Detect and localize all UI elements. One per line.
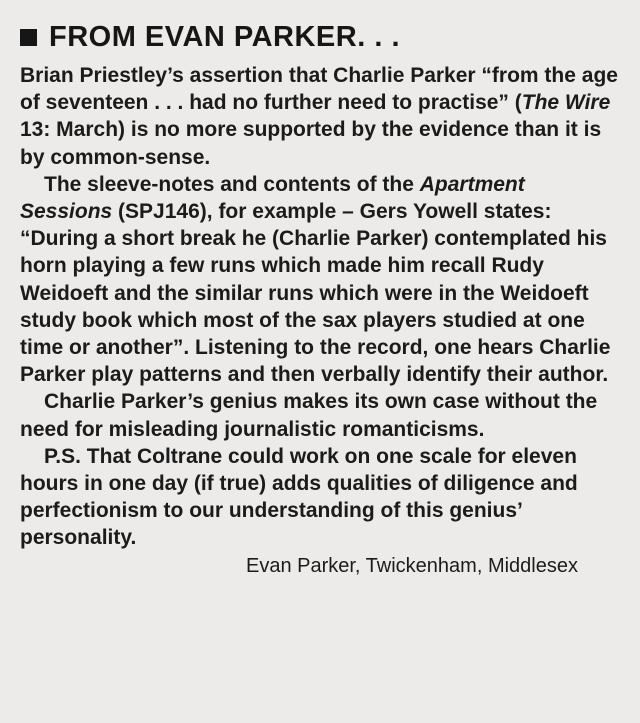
paragraph-1-italic: The Wire [521, 91, 611, 115]
square-bullet-icon [20, 29, 37, 46]
paragraph-2-text-a: The sleeve-notes and contents of the [44, 172, 420, 196]
paragraph-2 [20, 171, 618, 389]
letter-body [20, 62, 618, 579]
heading-title: FROM EVAN PARKER. . . [49, 21, 400, 53]
paragraph-2-text-b: (SPJ146), for example – Gers Yowell states: “During a short break he (Charlie Parker) contemplated his horn playing a few runs which made him recall Rudy Weidoeft and the similar runs which were in the Weidoeft study book which most of the sax players studied at one time or another”. Listening to the record, one hears Charlie Parker play patterns and then verbally identify their author. [20, 200, 611, 387]
paragraph-1-text-b: 13: March) is no more supported by the evidence than it is by common-sense. [20, 118, 602, 169]
letter-heading [20, 20, 618, 54]
signature: Evan Parker, Twickenham, Middlesex [245, 554, 578, 577]
paragraph-2-italic: Apartment Sessions [20, 172, 525, 224]
paragraph-1-text-a: Brian Priestley’s assertion that Charlie Parker “from the age of seventeen . . . had no further need to practise” ( [20, 64, 618, 115]
paragraph-4: P.S. That Coltrane could work on one scale for eleven hours in one day (if true) adds qualities of diligence and perfectionism to our understanding of this genius’ personality. [20, 444, 578, 550]
paragraph-1 [20, 62, 618, 171]
paragraph-3: Charlie Parker’s genius makes its own case without the need for misleading journalistic romanticisms. [20, 390, 598, 441]
